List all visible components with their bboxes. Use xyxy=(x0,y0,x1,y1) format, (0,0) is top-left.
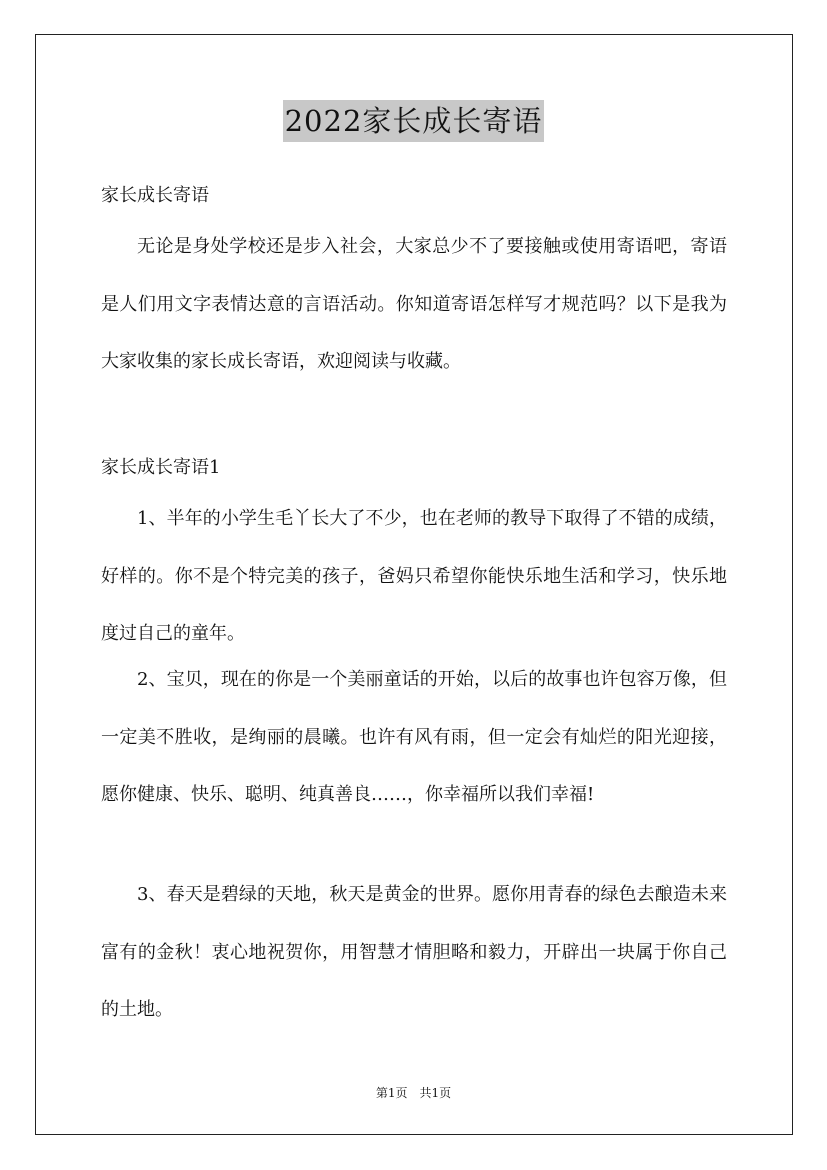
section-heading: 家长成长寄语1 xyxy=(101,457,221,478)
list-item: 3、春天是碧绿的天地，秋天是黄金的世界。愿你用青春的绿色去酿造未来富有的金秋！衷心地祝贺你，用智慧才情胆略和毅力，开辟出一块属于你自己的土地。 xyxy=(101,884,727,1020)
document-subtitle: 家长成长寄语 xyxy=(101,185,209,206)
title-block xyxy=(0,100,827,142)
page-footer: 第1页 共1页 xyxy=(375,1086,452,1100)
intro-paragraph: 无论是身处学校还是步入社会，大家总少不了要接触或使用寄语吧，寄语是人们用文字表情达意的言语活动。你知道寄语怎样写才规范吗？以下是我为大家收集的家长成长寄语，欢迎阅读与收藏。 xyxy=(101,236,727,372)
list-item: 2、宝贝，现在的你是一个美丽童话的开始，以后的故事也许包容万像，但一定美不胜收，是绚丽的晨曦。也许有风有雨，但一定会有灿烂的阳光迎接，愿你健康、快乐、聪明、纯真善良……，你幸福所以我们幸福! xyxy=(101,669,727,805)
list-item: 1、半年的小学生毛丫长大了不少，也在老师的教导下取得了不错的成绩，好样的。你不是个特完美的孩子，爸妈只希望你能快乐地生活和学习，快乐地度过自己的童年。 xyxy=(101,508,727,644)
document-title: 2022家长成长寄语 xyxy=(283,100,545,142)
